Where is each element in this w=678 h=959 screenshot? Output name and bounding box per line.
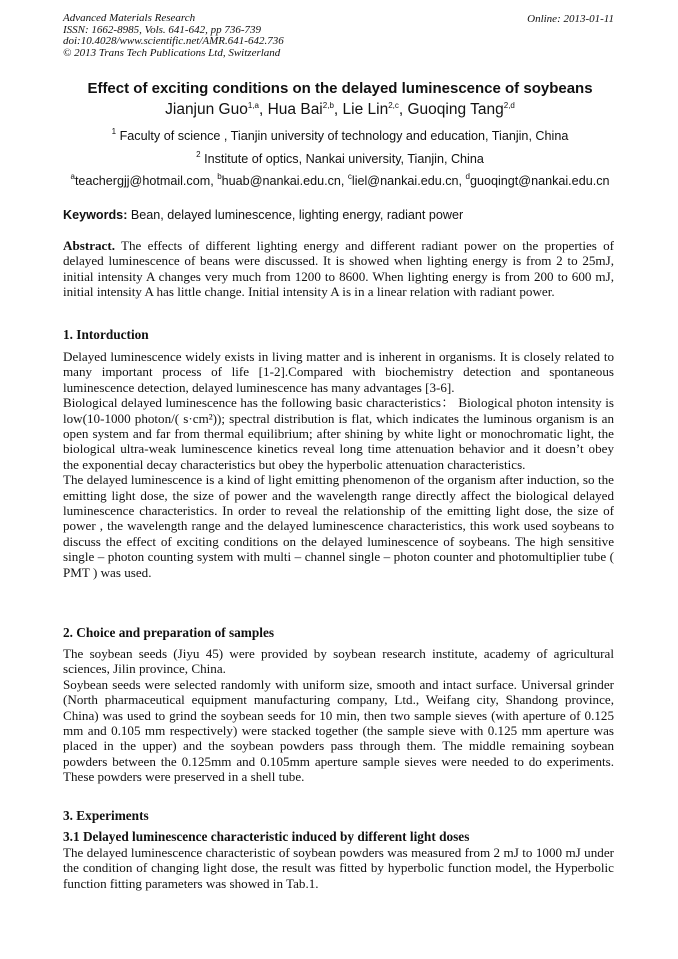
email-list: $^a$teachergjj@hotmail.com, $^b$huab@nankai.edu.cn, $^c$liel@nankai.edu.cn, $^d$guoqingt@nankai.edu.cn: [70, 172, 610, 188]
author-sup: 2,c: [388, 101, 399, 110]
author: Hua Bai: [267, 101, 323, 118]
subsection-heading: 3.1 Delayed luminescence characteristic induced by different light doses: [63, 829, 470, 844]
section-heading: 2. Choice and preparation of samples: [63, 625, 275, 640]
paragraph: Biological delayed luminescence has the following basic characteristics： Biological photon intensity is low(10-1000 photon/( s·cm²)); spectral distribution is flat, which indicates the luminous organism is an open system and far from thermal equilibrium; after shining by white light or monochromatic light, the biological ultra-weak luminescence kinetics reveal long time attenuation behavior and it doesn’t obey the exponential decay characteristics but obey the hyperbolic attenuation characteristics.: [63, 395, 614, 472]
author-sup: 2,b: [322, 101, 334, 110]
email-sup: b: [217, 172, 222, 181]
author: Guoqing Tang: [407, 101, 504, 118]
abstract-label: Abstract.: [63, 238, 115, 253]
email[interactable]: liel@nankai.edu.cn: [351, 174, 459, 188]
email-sup: c: [347, 172, 352, 181]
section-heading: 3. Experiments: [63, 808, 149, 823]
email[interactable]: guoqingt@nankai.edu.cn: [469, 174, 610, 188]
journal-name: Advanced Materials Research: [63, 12, 196, 24]
author-sup: 1,a: [247, 101, 259, 110]
affiliation-text: Faculty of science , Tianjin university of technology and education, Tianjin, China: [119, 129, 569, 143]
paragraph: The soybean seeds (Jiyu 45) were provided by soybean research institute, academy of agricultural sciences, Jilin province, China.: [63, 646, 614, 677]
journal-header: [63, 13, 284, 59]
author-sup: 2,d: [503, 101, 515, 110]
paragraph: Delayed luminescence widely exists in living matter and is inherent in organisms. It is closely related to many important process of life [1-2].Compared with biochemistry detection and spontaneous luminescence detection, delayed luminescence has many advantages [3-6].: [63, 349, 614, 395]
keywords-label: Keywords:: [63, 208, 128, 222]
affiliation-1: [40, 129, 640, 143]
email[interactable]: huab@nankai.edu.cn: [221, 174, 341, 188]
keywords-text: Bean, delayed luminescence, lighting energy, radiant power: [130, 208, 464, 222]
author: Lie Lin: [342, 101, 389, 118]
section-body: [63, 349, 614, 580]
paragraph: The delayed luminescence is a kind of light emitting phenomenon of the organism after induction, so the emitting light dose, the size of power and the wavelength range directly affect the biological delayed luminescence characteristics. In order to reveal the relationship of the emitting light dose, the size of power , the wavelength range and the delayed luminescence characteristics, this work used soybeans to discuss the effect of exciting conditions on the delayed luminescence of soybeans. The high sensitive single – photon counting system with multi – channel single – photon counter and photomultiplier tube ( PMT ) was used.: [63, 472, 614, 580]
affiliation-sup: 1: [111, 127, 117, 136]
paragraph: Soybean seeds were selected randomly with uniform size, smooth and intact surface. Universal grinder (North pharmaceutical equipment manufacturing company, Ltd., Weifang city, Shandong province, China) was used to grind the soybean seeds for 10 min, then two sample sieves (with aperture of 0.125 mm and 0.105 mm respectively) were stacked together (the sample sieve with 0.125 mm aperture was placed in the upper) and the soybean powders pass through them. The middle remaining soybean powders between the 0.125mm and 0.105mm aperture sample sieves were needed to do experiments. These powders were preserved in a shell tube.: [63, 676, 614, 785]
doi: doi:10.4028/www.scientific.net/AMR.641-642.736: [63, 35, 284, 47]
abstract: [63, 238, 614, 300]
author-list: Jianjun Guo$^{1,a}$, Hua Bai$^{2,b}$, Lie Lin$^{2,c}$, Guoqing Tang$^{2,d}$: [165, 101, 515, 118]
affiliation-sup: 2: [196, 150, 201, 159]
author: Jianjun Guo: [165, 101, 248, 118]
email-sup: d: [465, 172, 470, 181]
affiliation-2: [40, 152, 640, 166]
section-body: [63, 646, 614, 785]
abstract-text: The effects of different lighting energy and different radiant power on the properties of delayed luminescence of beans were discussed. It is showed when lighting energy is from 2 to 25mJ, initial intensity A changes very much from 1200 to 8600. When lighting energy is from 200 to 600 mJ, initial intensity A has little change. Initial intensity A is in a linear relation with radiant power.: [63, 238, 614, 300]
paragraph: The delayed luminescence characteristic of soybean powders was measured from 2 mJ to 1000 mJ under the condition of changing light dose, the result was fitted by hyperbolic function model, the Hyperbolic function fitting parameters was showed in Tab.1.: [63, 845, 614, 891]
affiliation-text: Institute of optics, Nankai university, Tianjin, China: [204, 152, 484, 166]
section-body: [63, 845, 614, 891]
email[interactable]: teachergjj@hotmail.com: [74, 174, 211, 188]
keywords: [63, 208, 614, 223]
online-date: Online: 2013-01-11: [527, 13, 614, 25]
email-sup: a: [70, 172, 75, 181]
copyright: © 2013 Trans Tech Publications Ltd, Switzerland: [63, 46, 281, 59]
issn: ISSN: 1662-8985, Vols. 641-642, pp 736-739: [63, 23, 261, 36]
paper-title: Effect of exciting conditions on the delayed luminescence of soybeans: [87, 80, 593, 97]
section-heading: 1. Intorduction: [63, 327, 149, 342]
